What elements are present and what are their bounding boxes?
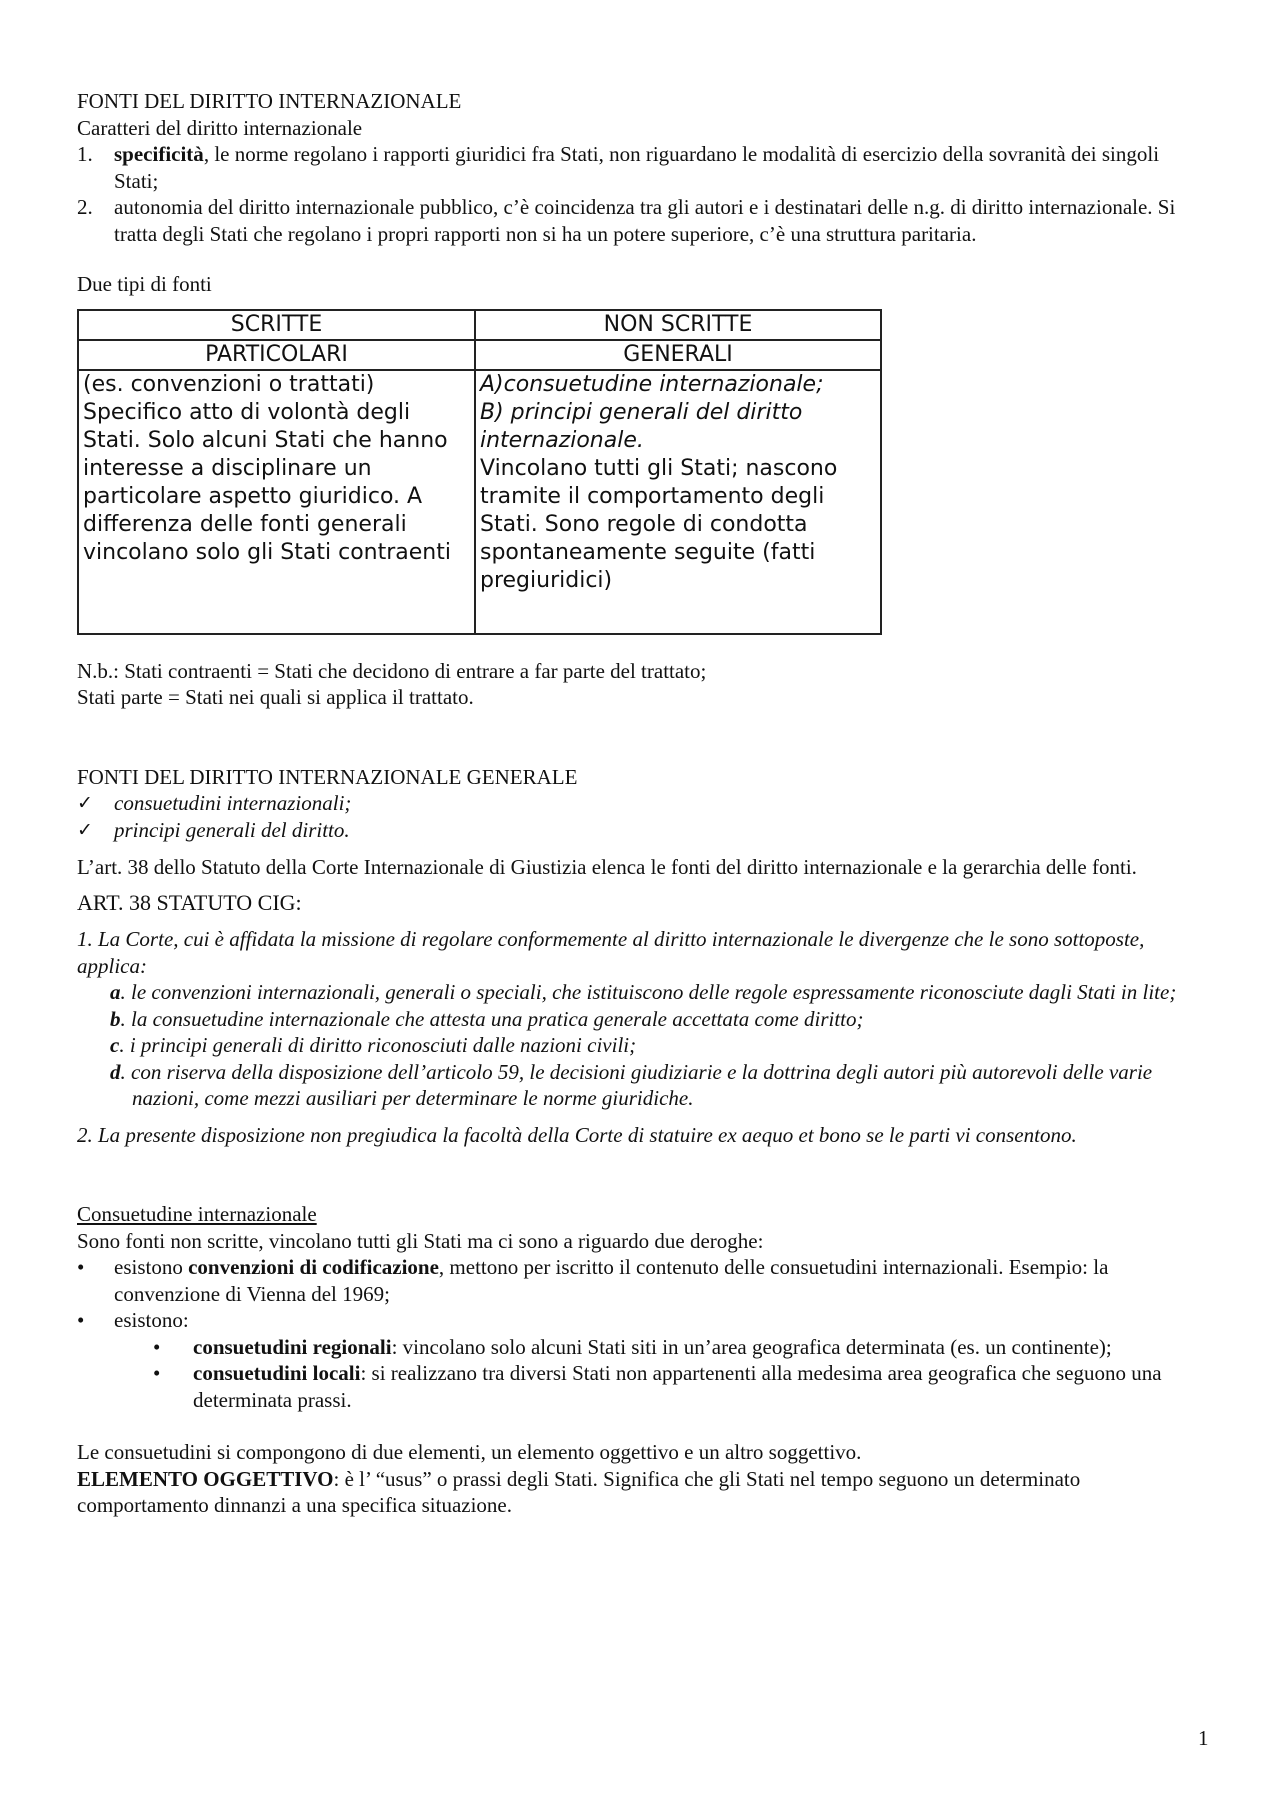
list-item: c. i principi generali di diritto riconosciuti dalle nazioni civili; <box>110 1033 637 1057</box>
section-title: FONTI DEL DIRITTO INTERNAZIONALE <box>77 89 462 113</box>
bullet-icon: • <box>77 1255 85 1279</box>
article-title: ART. 38 STATUTO CIG: <box>77 889 302 915</box>
list-item: • consuetudini locali: si realizzano tra diversi Stati non appartenenti alla medesima area geografica che seguono una determinata prassi. <box>153 1361 1162 1412</box>
paragraph: L’art. 38 dello Statuto della Corte Internazionale di Giustizia elenca le fonti del diritto internazionale e la gerarchia delle fonti. <box>77 855 1137 879</box>
section-title: Consuetudine internazionale <box>77 1202 317 1226</box>
paragraph: ELEMENTO OGGETTIVO: è l’ “usus” o prassi degli Stati. Significa che gli Stati nel tempo seguono un determinato comportamento dinnanzi a una specifica situazione. <box>77 1466 1081 1517</box>
article-paragraph: 2. La presente disposizione non pregiudica la facoltà della Corte di statuire ex aequo et bono se le parti vi consentono. <box>77 1122 1077 1147</box>
list-item: a. le convenzioni internazionali, generali o speciali, che istituiscono delle regole espressamente riconosciute dagli Stati in lite; <box>110 980 1177 1004</box>
bullet-icon: • <box>153 1361 161 1385</box>
list-item: • consuetudini regionali: vincolano solo alcuni Stati siti in un’area geografica determinata (es. un continente); <box>153 1334 1112 1359</box>
characteristics-list <box>77 141 1207 247</box>
paragraph: Sono fonti non scritte, vincolano tutti gli Stati ma ci sono a riguardo due deroghe: <box>77 1228 764 1253</box>
article-items <box>77 979 1207 1112</box>
bullet-list <box>77 1254 1207 1334</box>
table-cell: A)consuetudine internazionale; B) principi generali del diritto internazionale. Vincolano tutti gli Stati; nascono tramite il comportamento degli Stati. Sono regole di condotta spontaneamente seguite (fatti pregiuridici) <box>475 370 881 634</box>
note-line: Stati parte = Stati nei quali si applica il trattato. <box>77 685 474 709</box>
checkmark-icon: ✓ <box>77 818 93 841</box>
list-item: • esistono convenzioni di codificazione, mettono per iscritto il contenuto delle consuetudini internazionali. Esempio: la convenzione di Vienna del 1969; <box>77 1255 1109 1306</box>
bold-term: specificità <box>114 142 204 166</box>
section-subtitle: Caratteri del diritto internazionale <box>77 115 363 140</box>
checkmark-icon: ✓ <box>77 792 93 814</box>
list-item: d. con riserva della disposizione dell’articolo 59, le decisioni giudiziarie e la dottrina degli autori più autorevoli delle varie nazioni, come mezzi ausiliari per determinare le norme giuridiche. <box>110 1059 1153 1110</box>
table-subheader-cell: GENERALI <box>475 340 881 370</box>
list-item: ✓ consuetudini internazionali; <box>77 791 352 815</box>
list-item: ✓ principi generali del diritto. <box>77 817 350 842</box>
table-cell: (es. convenzioni o trattati) Specifico atto di volontà degli Stati. Solo alcuni Stati che hanno interesse a disciplinare un particolare aspetto giuridico. A differenza delle fonti generali vincolano solo gli Stati contraenti <box>78 370 475 634</box>
paragraph: Le consuetudini si compongono di due elementi, un elemento oggettivo e un altro soggettivo. <box>77 1440 862 1464</box>
list-item: • esistono: <box>77 1308 189 1332</box>
list-item: b. la consuetudine internazionale che attesta una pratica generale accettata come diritto; <box>110 1006 864 1031</box>
sub-bullet-list <box>77 1334 1207 1414</box>
paragraph: Due tipi di fonti <box>77 272 212 296</box>
bullet-icon: • <box>77 1308 85 1332</box>
bullet-icon: • <box>153 1334 161 1359</box>
list-item: 1. specificità, le norme regolano i rapporti giuridici fra Stati, non riguardano le modalità di esercizio della sovranità dei singoli Stati; <box>77 142 1160 193</box>
section-title: FONTI DEL DIRITTO INTERNAZIONALE GENERALE <box>77 764 578 789</box>
sources-table <box>77 309 882 635</box>
document-page <box>77 88 1207 1519</box>
check-list <box>77 790 1207 843</box>
page-number: 1 <box>1198 1726 1209 1750</box>
article-paragraph: 1. La Corte, cui è affidata la missione di regolare conformemente al diritto internazionale le divergenze che le sono sottoposte, applica: <box>77 927 1145 978</box>
table-header-cell: NON SCRITTE <box>475 310 881 340</box>
list-item: 2. autonomia del diritto internazionale pubblico, c’è coincidenza tra gli autori e i destinatari delle n.g. di diritto internazionale. Si tratta degli Stati che regolano i propri rapporti non si ha un potere superiore, c’è una struttura paritaria. <box>77 195 1176 246</box>
table-header-cell: SCRITTE <box>78 310 475 340</box>
note-line: N.b.: Stati contraenti = Stati che decidono di entrare a far parte del trattato; <box>77 658 707 683</box>
table-subheader-cell: PARTICOLARI <box>78 340 475 370</box>
